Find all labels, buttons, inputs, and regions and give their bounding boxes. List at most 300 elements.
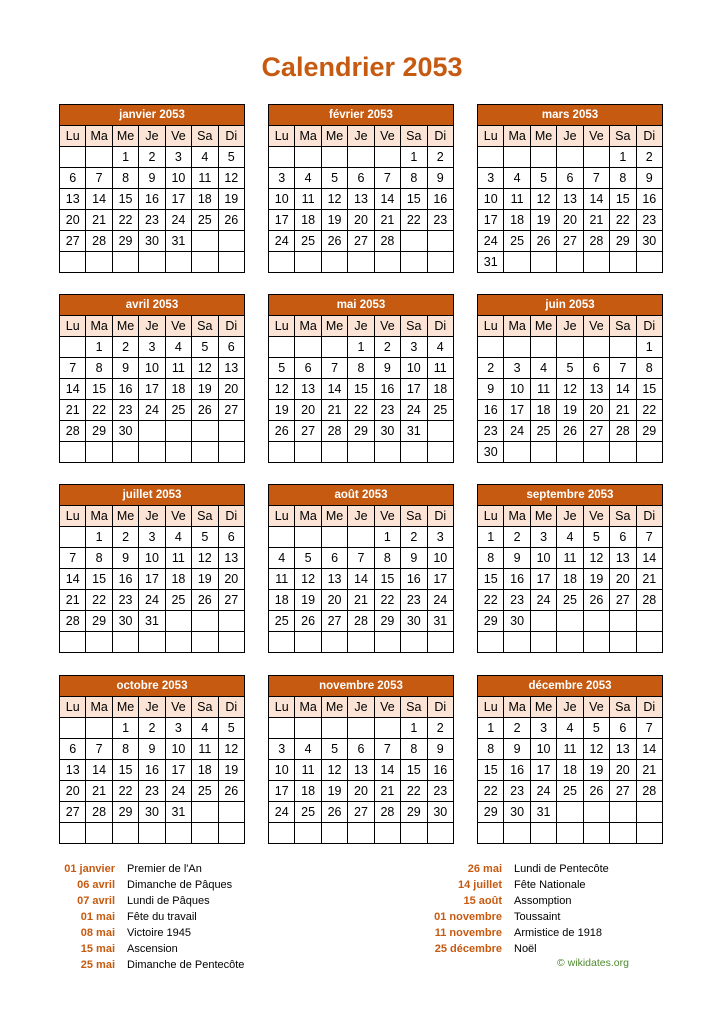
day-cell: 20 xyxy=(348,781,374,802)
day-cell: 21 xyxy=(60,590,86,611)
holiday-name: Armistice de 1918 xyxy=(514,927,603,939)
empty-cell xyxy=(165,611,191,632)
weekday-label: Di xyxy=(427,126,453,147)
day-cell: 9 xyxy=(374,358,400,379)
day-cell: 27 xyxy=(348,231,374,252)
day-cell: 24 xyxy=(139,400,165,421)
day-cell: 8 xyxy=(478,548,504,569)
empty-cell xyxy=(269,337,295,358)
month-title: juin 2053 xyxy=(478,295,663,316)
day-cell: 10 xyxy=(269,760,295,781)
empty-cell xyxy=(401,442,427,463)
day-cell: 5 xyxy=(192,337,218,358)
empty-cell xyxy=(374,147,400,168)
empty-cell xyxy=(583,823,609,844)
month-calendar xyxy=(59,484,245,653)
day-cell: 20 xyxy=(610,760,636,781)
day-cell: 21 xyxy=(348,590,374,611)
day-cell: 14 xyxy=(636,548,662,569)
holiday-date: 08 mai xyxy=(80,927,115,939)
day-cell: 20 xyxy=(60,210,86,231)
day-cell: 14 xyxy=(348,569,374,590)
weekday-label: Je xyxy=(557,126,583,147)
empty-cell xyxy=(583,442,609,463)
day-cell: 18 xyxy=(557,760,583,781)
day-cell: 26 xyxy=(583,590,609,611)
empty-cell xyxy=(478,823,504,844)
empty-cell xyxy=(583,147,609,168)
empty-cell xyxy=(295,527,321,548)
day-cell: 22 xyxy=(348,400,374,421)
day-cell: 16 xyxy=(401,569,427,590)
holiday-row xyxy=(0,925,244,941)
day-cell: 12 xyxy=(321,760,347,781)
day-cell: 7 xyxy=(374,739,400,760)
day-cell: 6 xyxy=(295,358,321,379)
day-cell: 29 xyxy=(374,611,400,632)
empty-cell xyxy=(192,632,218,653)
month-title: avril 2053 xyxy=(60,295,245,316)
day-cell: 23 xyxy=(504,781,530,802)
day-cell: 2 xyxy=(504,527,530,548)
day-cell: 15 xyxy=(112,189,138,210)
day-cell: 13 xyxy=(348,760,374,781)
day-cell: 4 xyxy=(295,739,321,760)
empty-cell xyxy=(218,421,244,442)
day-cell: 13 xyxy=(218,358,244,379)
day-cell: 11 xyxy=(295,189,321,210)
holiday-name: Dimanche de Pentecôte xyxy=(127,959,245,971)
day-cell: 12 xyxy=(583,739,609,760)
empty-cell xyxy=(348,147,374,168)
weekday-label: Lu xyxy=(60,126,86,147)
day-cell: 4 xyxy=(165,337,191,358)
day-cell: 25 xyxy=(504,231,530,252)
day-cell: 11 xyxy=(427,358,453,379)
weekday-label: Sa xyxy=(401,697,427,718)
empty-cell xyxy=(192,611,218,632)
empty-cell xyxy=(557,823,583,844)
weekday-label: Me xyxy=(530,697,556,718)
day-cell: 4 xyxy=(165,527,191,548)
day-cell: 15 xyxy=(610,189,636,210)
weekday-label: Me xyxy=(530,126,556,147)
empty-cell xyxy=(139,632,165,653)
weekday-label: Lu xyxy=(269,316,295,337)
day-cell: 18 xyxy=(530,400,556,421)
day-cell: 17 xyxy=(165,760,191,781)
weekday-label: Ma xyxy=(86,126,112,147)
day-cell: 4 xyxy=(504,168,530,189)
weekday-label: Me xyxy=(321,506,347,527)
day-cell: 26 xyxy=(269,421,295,442)
day-cell: 13 xyxy=(610,739,636,760)
day-cell: 21 xyxy=(583,210,609,231)
empty-cell xyxy=(295,147,321,168)
day-cell: 12 xyxy=(218,739,244,760)
empty-cell xyxy=(139,421,165,442)
day-cell: 27 xyxy=(348,802,374,823)
empty-cell xyxy=(557,802,583,823)
month-title: février 2053 xyxy=(269,105,454,126)
day-cell: 25 xyxy=(427,400,453,421)
day-cell: 22 xyxy=(86,590,112,611)
day-cell: 24 xyxy=(165,781,191,802)
day-cell: 27 xyxy=(610,590,636,611)
empty-cell xyxy=(165,442,191,463)
empty-cell xyxy=(192,231,218,252)
day-cell: 16 xyxy=(478,400,504,421)
empty-cell xyxy=(218,252,244,273)
day-cell: 12 xyxy=(218,168,244,189)
day-cell: 5 xyxy=(218,147,244,168)
day-cell: 9 xyxy=(478,379,504,400)
day-cell: 22 xyxy=(478,590,504,611)
day-cell: 3 xyxy=(165,147,191,168)
weekday-label: Je xyxy=(348,316,374,337)
day-cell: 16 xyxy=(504,760,530,781)
empty-cell xyxy=(504,442,530,463)
weekday-label: Ma xyxy=(295,697,321,718)
day-cell: 13 xyxy=(348,189,374,210)
weekday-label: Sa xyxy=(192,506,218,527)
day-cell: 26 xyxy=(218,781,244,802)
day-cell: 23 xyxy=(139,781,165,802)
day-cell: 22 xyxy=(86,400,112,421)
empty-cell xyxy=(60,527,86,548)
day-cell: 14 xyxy=(583,189,609,210)
weekday-label: Ma xyxy=(86,697,112,718)
day-cell: 8 xyxy=(112,168,138,189)
day-cell: 8 xyxy=(610,168,636,189)
empty-cell xyxy=(321,527,347,548)
day-cell: 18 xyxy=(427,379,453,400)
day-cell: 21 xyxy=(636,760,662,781)
holiday-date: 01 mai xyxy=(80,911,115,923)
day-cell: 10 xyxy=(269,189,295,210)
day-cell: 1 xyxy=(610,147,636,168)
weekday-label: Di xyxy=(636,316,662,337)
weekday-label: Ve xyxy=(374,506,400,527)
day-cell: 9 xyxy=(504,548,530,569)
day-cell: 15 xyxy=(348,379,374,400)
weekday-label: Di xyxy=(636,126,662,147)
empty-cell xyxy=(610,632,636,653)
day-cell: 29 xyxy=(478,802,504,823)
weekday-label: Me xyxy=(530,506,556,527)
day-cell: 12 xyxy=(269,379,295,400)
empty-cell xyxy=(530,632,556,653)
day-cell: 28 xyxy=(348,611,374,632)
empty-cell xyxy=(112,442,138,463)
holiday-row xyxy=(382,861,609,877)
day-cell: 23 xyxy=(504,590,530,611)
holiday-row xyxy=(382,909,609,925)
weekday-label: Ve xyxy=(583,697,609,718)
day-cell: 5 xyxy=(269,358,295,379)
weekday-label: Ma xyxy=(504,126,530,147)
empty-cell xyxy=(269,718,295,739)
weekday-label: Lu xyxy=(478,506,504,527)
day-cell: 25 xyxy=(295,802,321,823)
day-cell: 2 xyxy=(112,337,138,358)
day-cell: 13 xyxy=(295,379,321,400)
day-cell: 21 xyxy=(60,400,86,421)
holiday-name: Fête Nationale xyxy=(514,879,586,891)
day-cell: 6 xyxy=(348,739,374,760)
month-calendar xyxy=(268,484,454,653)
day-cell: 12 xyxy=(295,569,321,590)
day-cell: 28 xyxy=(86,231,112,252)
empty-cell xyxy=(348,632,374,653)
day-cell: 25 xyxy=(557,590,583,611)
day-cell: 23 xyxy=(374,400,400,421)
empty-cell xyxy=(139,442,165,463)
day-cell: 26 xyxy=(321,802,347,823)
empty-cell xyxy=(348,252,374,273)
day-cell: 15 xyxy=(374,569,400,590)
weekday-label: Me xyxy=(321,697,347,718)
day-cell: 24 xyxy=(401,400,427,421)
month-title: août 2053 xyxy=(269,485,454,506)
empty-cell xyxy=(192,823,218,844)
empty-cell xyxy=(636,611,662,632)
day-cell: 14 xyxy=(86,760,112,781)
empty-cell xyxy=(139,823,165,844)
day-cell: 25 xyxy=(295,231,321,252)
day-cell: 1 xyxy=(478,718,504,739)
day-cell: 23 xyxy=(112,400,138,421)
day-cell: 25 xyxy=(557,781,583,802)
day-cell: 11 xyxy=(530,379,556,400)
day-cell: 15 xyxy=(112,760,138,781)
empty-cell xyxy=(269,823,295,844)
month-title: septembre 2053 xyxy=(478,485,663,506)
empty-cell xyxy=(321,147,347,168)
holiday-date: 06 avril xyxy=(77,879,115,891)
day-cell: 15 xyxy=(636,379,662,400)
empty-cell xyxy=(165,632,191,653)
empty-cell xyxy=(427,421,453,442)
day-cell: 26 xyxy=(218,210,244,231)
day-cell: 1 xyxy=(374,527,400,548)
day-cell: 10 xyxy=(139,548,165,569)
day-cell: 23 xyxy=(636,210,662,231)
day-cell: 12 xyxy=(557,379,583,400)
day-cell: 19 xyxy=(269,400,295,421)
day-cell: 3 xyxy=(530,527,556,548)
empty-cell xyxy=(295,718,321,739)
day-cell: 2 xyxy=(112,527,138,548)
day-cell: 18 xyxy=(192,189,218,210)
weekday-label: Ma xyxy=(504,316,530,337)
day-cell: 19 xyxy=(295,590,321,611)
day-cell: 31 xyxy=(530,802,556,823)
empty-cell xyxy=(86,442,112,463)
day-cell: 10 xyxy=(139,358,165,379)
empty-cell xyxy=(583,252,609,273)
day-cell: 28 xyxy=(86,802,112,823)
day-cell: 16 xyxy=(504,569,530,590)
day-cell: 15 xyxy=(478,760,504,781)
day-cell: 24 xyxy=(478,231,504,252)
day-cell: 29 xyxy=(112,231,138,252)
day-cell: 9 xyxy=(139,739,165,760)
day-cell: 22 xyxy=(636,400,662,421)
weekday-label: Je xyxy=(348,506,374,527)
day-cell: 16 xyxy=(139,760,165,781)
day-cell: 27 xyxy=(218,590,244,611)
holiday-name: Premier de l'An xyxy=(127,863,202,875)
weekday-label: Di xyxy=(218,316,244,337)
day-cell: 18 xyxy=(165,379,191,400)
day-cell: 9 xyxy=(112,358,138,379)
day-cell: 3 xyxy=(165,718,191,739)
day-cell: 21 xyxy=(636,569,662,590)
day-cell: 22 xyxy=(478,781,504,802)
month-title: octobre 2053 xyxy=(60,676,245,697)
empty-cell xyxy=(348,718,374,739)
empty-cell xyxy=(218,442,244,463)
empty-cell xyxy=(504,823,530,844)
holiday-row xyxy=(0,877,244,893)
day-cell: 28 xyxy=(60,421,86,442)
weekday-label: Di xyxy=(427,316,453,337)
weekday-label: Sa xyxy=(610,697,636,718)
day-cell: 1 xyxy=(86,527,112,548)
day-cell: 11 xyxy=(192,168,218,189)
day-cell: 30 xyxy=(636,231,662,252)
day-cell: 30 xyxy=(112,421,138,442)
holiday-name: Fête du travail xyxy=(127,911,197,923)
day-cell: 18 xyxy=(165,569,191,590)
empty-cell xyxy=(165,252,191,273)
weekday-label: Sa xyxy=(192,126,218,147)
empty-cell xyxy=(192,802,218,823)
day-cell: 4 xyxy=(295,168,321,189)
empty-cell xyxy=(60,718,86,739)
empty-cell xyxy=(583,611,609,632)
weekday-label: Ma xyxy=(86,316,112,337)
empty-cell xyxy=(269,527,295,548)
weekday-label: Je xyxy=(139,697,165,718)
day-cell: 23 xyxy=(478,421,504,442)
month-calendar xyxy=(268,294,454,463)
day-cell: 10 xyxy=(478,189,504,210)
day-cell: 2 xyxy=(636,147,662,168)
day-cell: 20 xyxy=(218,569,244,590)
empty-cell xyxy=(374,442,400,463)
day-cell: 25 xyxy=(530,421,556,442)
weekday-label: Me xyxy=(530,316,556,337)
day-cell: 13 xyxy=(557,189,583,210)
day-cell: 9 xyxy=(636,168,662,189)
empty-cell xyxy=(60,252,86,273)
day-cell: 14 xyxy=(60,569,86,590)
day-cell: 30 xyxy=(139,231,165,252)
day-cell: 4 xyxy=(192,718,218,739)
day-cell: 19 xyxy=(321,210,347,231)
empty-cell xyxy=(530,611,556,632)
day-cell: 15 xyxy=(401,189,427,210)
day-cell: 30 xyxy=(504,802,530,823)
day-cell: 18 xyxy=(557,569,583,590)
empty-cell xyxy=(321,823,347,844)
empty-cell xyxy=(192,252,218,273)
weekday-label: Ve xyxy=(374,697,400,718)
day-cell: 6 xyxy=(557,168,583,189)
day-cell: 24 xyxy=(530,781,556,802)
empty-cell xyxy=(269,252,295,273)
empty-cell xyxy=(530,252,556,273)
day-cell: 17 xyxy=(401,379,427,400)
holidays-left xyxy=(0,861,244,973)
day-cell: 31 xyxy=(478,252,504,273)
weekday-label: Di xyxy=(218,697,244,718)
day-cell: 26 xyxy=(295,611,321,632)
day-cell: 9 xyxy=(427,168,453,189)
weekday-label: Di xyxy=(218,126,244,147)
day-cell: 15 xyxy=(478,569,504,590)
month-calendar xyxy=(268,104,454,273)
day-cell: 11 xyxy=(295,760,321,781)
empty-cell xyxy=(557,611,583,632)
day-cell: 2 xyxy=(478,358,504,379)
empty-cell xyxy=(504,632,530,653)
day-cell: 2 xyxy=(427,718,453,739)
weekday-label: Je xyxy=(139,506,165,527)
day-cell: 7 xyxy=(60,358,86,379)
day-cell: 14 xyxy=(610,379,636,400)
page-title: Calendrier 2053 xyxy=(261,52,463,82)
weekday-label: Lu xyxy=(60,316,86,337)
day-cell: 30 xyxy=(139,802,165,823)
day-cell: 3 xyxy=(269,168,295,189)
day-cell: 13 xyxy=(321,569,347,590)
day-cell: 20 xyxy=(60,781,86,802)
day-cell: 19 xyxy=(583,760,609,781)
empty-cell xyxy=(348,527,374,548)
day-cell: 28 xyxy=(636,590,662,611)
day-cell: 9 xyxy=(112,548,138,569)
month-title: novembre 2053 xyxy=(269,676,454,697)
day-cell: 20 xyxy=(295,400,321,421)
day-cell: 2 xyxy=(139,718,165,739)
day-cell: 7 xyxy=(610,358,636,379)
day-cell: 11 xyxy=(269,569,295,590)
empty-cell xyxy=(401,823,427,844)
weekday-label: Me xyxy=(112,697,138,718)
empty-cell xyxy=(112,252,138,273)
empty-cell xyxy=(504,252,530,273)
day-cell: 6 xyxy=(60,168,86,189)
weekday-label: Lu xyxy=(478,126,504,147)
day-cell: 11 xyxy=(557,548,583,569)
empty-cell xyxy=(557,337,583,358)
day-cell: 5 xyxy=(295,548,321,569)
weekday-label: Ma xyxy=(295,316,321,337)
day-cell: 7 xyxy=(86,168,112,189)
weekday-label: Sa xyxy=(610,506,636,527)
day-cell: 11 xyxy=(504,189,530,210)
day-cell: 16 xyxy=(112,379,138,400)
day-cell: 27 xyxy=(295,421,321,442)
empty-cell xyxy=(321,442,347,463)
day-cell: 12 xyxy=(192,548,218,569)
day-cell: 5 xyxy=(192,527,218,548)
day-cell: 4 xyxy=(192,147,218,168)
empty-cell xyxy=(218,802,244,823)
